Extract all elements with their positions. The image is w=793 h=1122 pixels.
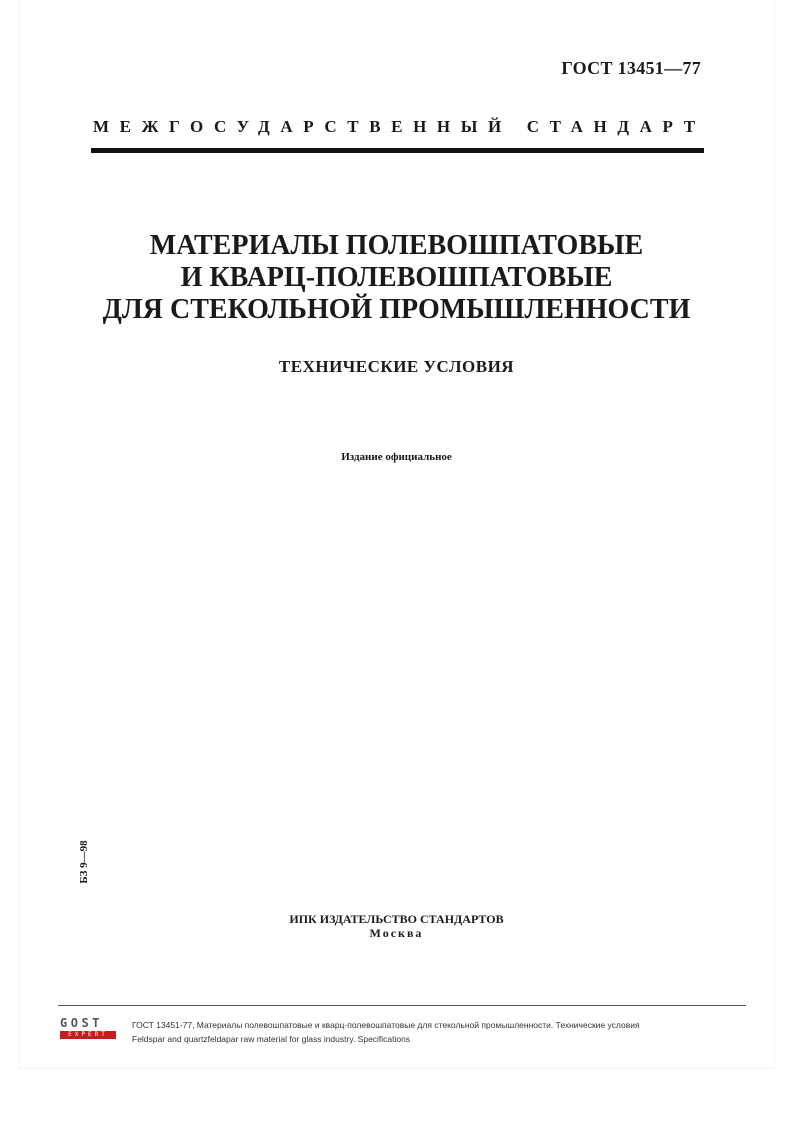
- document-page: [19, 0, 774, 1068]
- document-title: [0, 230, 793, 326]
- publisher-city: Москва: [369, 926, 424, 940]
- logo-subtitle: EXPERT: [60, 1031, 116, 1039]
- document-subtitle: ТЕХНИЧЕСКИЕ УСЛОВИЯ: [278, 357, 515, 376]
- footer-line-en: Feldspar and quartzfeldapar raw material for glass industry. Specifications: [132, 1034, 411, 1044]
- footer-divider: [58, 1005, 746, 1006]
- logo-word: GOST: [60, 1016, 103, 1030]
- title-line-3: ДЛЯ СТЕКОЛЬНОЙ ПРОМЫШЛЕННОСТИ: [102, 294, 691, 325]
- footer-description: [132, 1018, 640, 1046]
- gost-number: ГОСТ 13451—77: [561, 58, 701, 78]
- publisher-block: [0, 912, 793, 940]
- edition-note: Издание официальное: [341, 451, 452, 463]
- title-line-2: И КВАРЦ-ПОЛЕВОШПАТОВЫЕ: [180, 262, 613, 293]
- heading-divider: [91, 148, 704, 153]
- title-line-1: МАТЕРИАЛЫ ПОЛЕВОШПАТОВЫЕ: [149, 230, 644, 261]
- footer-line-ru: ГОСТ 13451-77, Материалы полевошпатовые и кварц-полевошпатовые для стекольной промышленности. Технические условия: [132, 1020, 640, 1030]
- standard-type-heading: МЕЖГОСУДАРСТВЕННЫЙ СТАНДАРТ: [93, 117, 706, 136]
- gost-expert-logo: [60, 1017, 116, 1042]
- publisher-name: ИПК ИЗДАТЕЛЬСТВО СТАНДАРТОВ: [289, 912, 504, 926]
- side-code: БЗ 9—98: [78, 840, 90, 884]
